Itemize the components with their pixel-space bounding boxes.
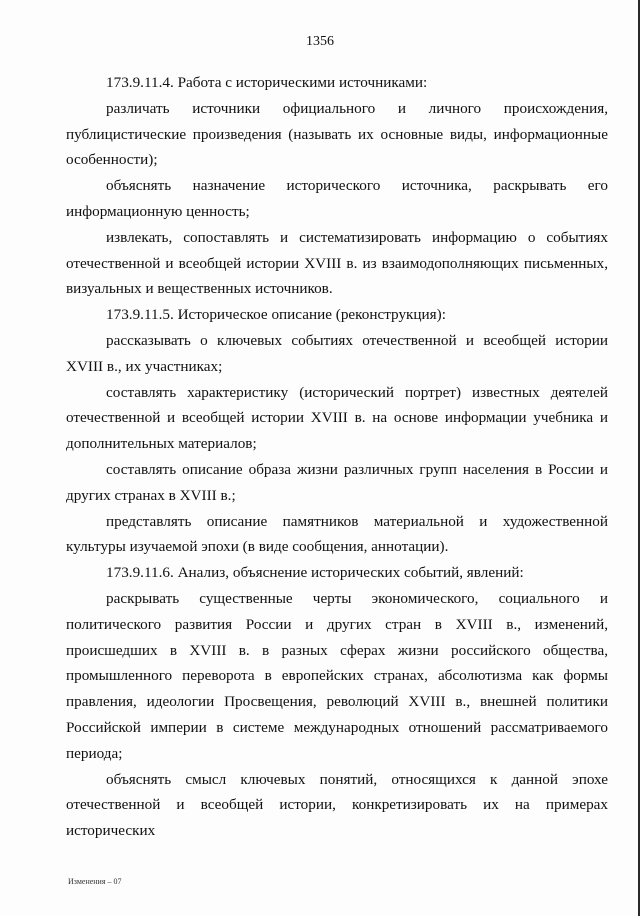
paragraph-explain-source-purpose: объяснять назначение исторического источника, раскрывать его информационную ценность; (66, 177, 608, 220)
paragraph-historical-portrait: составлять характеристику (исторический портрет) известных деятелей отечественной и всеобщей истории XVIII в. на основе информации учебника и дополнительных материалов; (66, 383, 608, 453)
paragraph-tell-key-events: рассказывать о ключевых событиях отечественной и всеобщей истории XVIII в., их участниках; (66, 331, 608, 375)
page-number: 1356 (306, 34, 334, 49)
section-heading-173-9-11-5: 173.9.11.5. Историческое описание (реконструкция): (106, 306, 446, 324)
paragraph-culture-monuments: представлять описание памятников материальной и художественной культуры изучаемой эпохи (в виде сообщения, аннотации). (66, 512, 608, 556)
footer-revision-note: Изменения – 07 (68, 877, 122, 886)
paragraph-explain-concepts: объяснять смысл ключевых понятий, относящихся к данной эпохе отечественной и всеобщей истории, конкретизировать их на примерах исторических (66, 770, 608, 840)
paragraph-way-of-life: составлять описание образа жизни различных групп населения в России и других странах в XVIII в.; (66, 460, 608, 504)
paragraph-reveal-features: раскрывать существенные черты экономического, социального и политического развития России и других стран в XVIII в., изменений, происшедших в XVIII в. в разных сферах жизни российского общества, промышленного переворота в европейских странах, абсолютизма как формы правления, идеологии Просвещения, революций XVIII в., внешней политики Российской империи в системе международных отношений рассматриваемого периода; (66, 589, 608, 762)
document-body (66, 70, 608, 844)
section-heading-173-9-11-6: 173.9.11.6. Анализ, объяснение исторических событий, явлений: (106, 564, 524, 582)
paragraph-distinguish-sources: различать источники официального и личного происхождения, публицистические произведения (называть их основные виды, информационные особенности); (66, 99, 608, 169)
paragraph-extract-information: извлекать, сопоставлять и систематизировать информацию о событиях отечественной и всеобщей истории XVIII в. из взаимодополняющих письменных, визуальных и вещественных источников. (66, 228, 608, 298)
section-heading-173-9-11-4: 173.9.11.4. Работа с историческими источниками: (106, 74, 428, 91)
